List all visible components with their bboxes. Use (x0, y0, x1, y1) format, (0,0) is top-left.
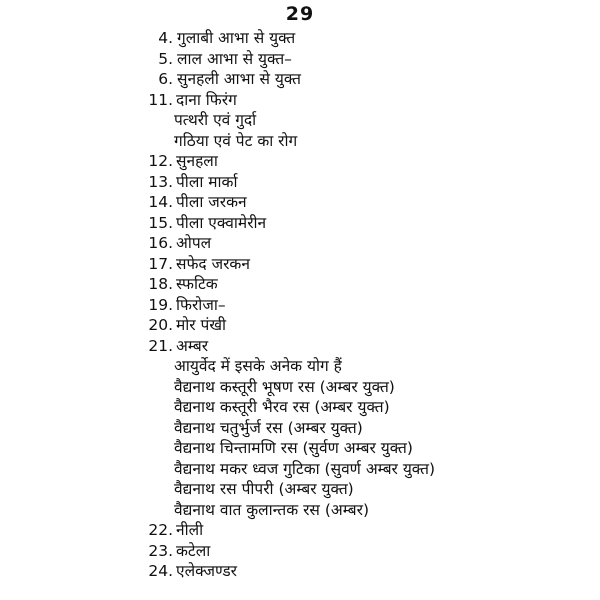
item-text: सुनहली आभा से युक्त (177, 70, 301, 88)
item-text: लाल आभा से युक्त– (177, 49, 292, 68)
item-number: 18. (148, 275, 173, 293)
item-text: वैद्यनाथ चतुर्भुर्ज रस (अम्बर युक्त) (174, 418, 363, 437)
item-text: सुनहला (176, 152, 218, 170)
item-number: 15. (148, 213, 173, 232)
list-item (0, 295, 600, 316)
list-item-continuation (0, 377, 600, 398)
list-item (0, 90, 600, 111)
item-text: गठिया एवं पेट का रोग (174, 131, 298, 150)
item-text: पीला जरकन (176, 193, 247, 211)
item-number: 22. (148, 521, 173, 539)
item-text: वैद्यनाथ मकर ध्वज गुटिका (सुवर्ण अम्बर युक्त) (174, 459, 435, 478)
item-number: 23. (148, 541, 173, 560)
item-text: मोर पंखी (176, 316, 227, 334)
list-item-continuation (0, 479, 600, 500)
list-item-continuation (0, 131, 600, 152)
list-item (0, 151, 600, 172)
list-item (0, 172, 600, 193)
item-text: वैद्यनाथ कस्तूरी भूषण रस (अम्बर युक्त) (174, 377, 395, 396)
item-text: वैद्यनाथ कस्तूरी भैरव रस (अम्बर युक्त) (174, 398, 390, 416)
page-number: 29 (285, 3, 315, 25)
item-text: आयुर्वेद में इसके अनेक योग हैं (174, 357, 342, 375)
list-item (0, 315, 600, 336)
item-text: एलेक्जण्डर (176, 562, 238, 580)
list-item (0, 541, 600, 562)
list-item (0, 49, 600, 70)
item-text: वैद्यनाथ रस पीपरी (अम्बर युक्त) (174, 480, 354, 498)
item-number: 19. (148, 295, 173, 314)
item-text: फिरोजा– (176, 295, 226, 314)
item-text: पत्थरी एवं गुर्दा (174, 111, 257, 129)
item-number: 14. (148, 193, 173, 211)
list-item-continuation (0, 438, 600, 459)
item-number: 11. (148, 90, 173, 109)
item-number: 5. (158, 49, 173, 68)
item-number: 21. (148, 336, 173, 355)
list-item-continuation (0, 500, 600, 521)
list-item (0, 69, 600, 90)
item-text: सफेद जरकन (176, 254, 250, 273)
list-item (0, 254, 600, 275)
item-text: पीला मार्का (176, 172, 238, 191)
list-item (0, 28, 600, 49)
item-number: 6. (158, 70, 173, 88)
item-text: कटेला (176, 541, 211, 560)
item-number: 20. (148, 316, 173, 334)
list-item (0, 192, 600, 213)
list-item (0, 336, 600, 357)
item-number: 4. (158, 29, 173, 47)
item-number: 13. (148, 172, 173, 191)
list-item-continuation (0, 459, 600, 480)
list-item (0, 233, 600, 254)
list-item-continuation (0, 418, 600, 439)
item-number: 24. (148, 562, 173, 580)
item-text: वैद्यनाथ वात कुलान्तक रस (अम्बर) (174, 500, 370, 519)
list-item-continuation (0, 356, 600, 377)
gemstone-list (0, 28, 600, 582)
list-item-continuation (0, 397, 600, 418)
list-item (0, 213, 600, 234)
list-item (0, 274, 600, 295)
item-number: 17. (148, 254, 173, 273)
item-text: पीला एक्वामेरीन (176, 213, 267, 232)
item-number: 16. (148, 234, 173, 252)
item-text: दाना फिरंग (176, 90, 237, 109)
item-text: अम्बर (176, 336, 209, 355)
list-item (0, 561, 600, 582)
item-text: नीली (176, 521, 204, 539)
item-number: 12. (148, 152, 173, 170)
item-text: गुलाबी आभा से युक्त (177, 29, 296, 47)
item-text: ओपल (176, 234, 212, 252)
list-item (0, 520, 600, 541)
list-item-continuation (0, 110, 600, 131)
item-text: वैद्यनाथ चिन्तामणि रस (सुर्वण अम्बर युक्त) (174, 439, 413, 457)
item-text: स्फटिक (176, 275, 218, 293)
